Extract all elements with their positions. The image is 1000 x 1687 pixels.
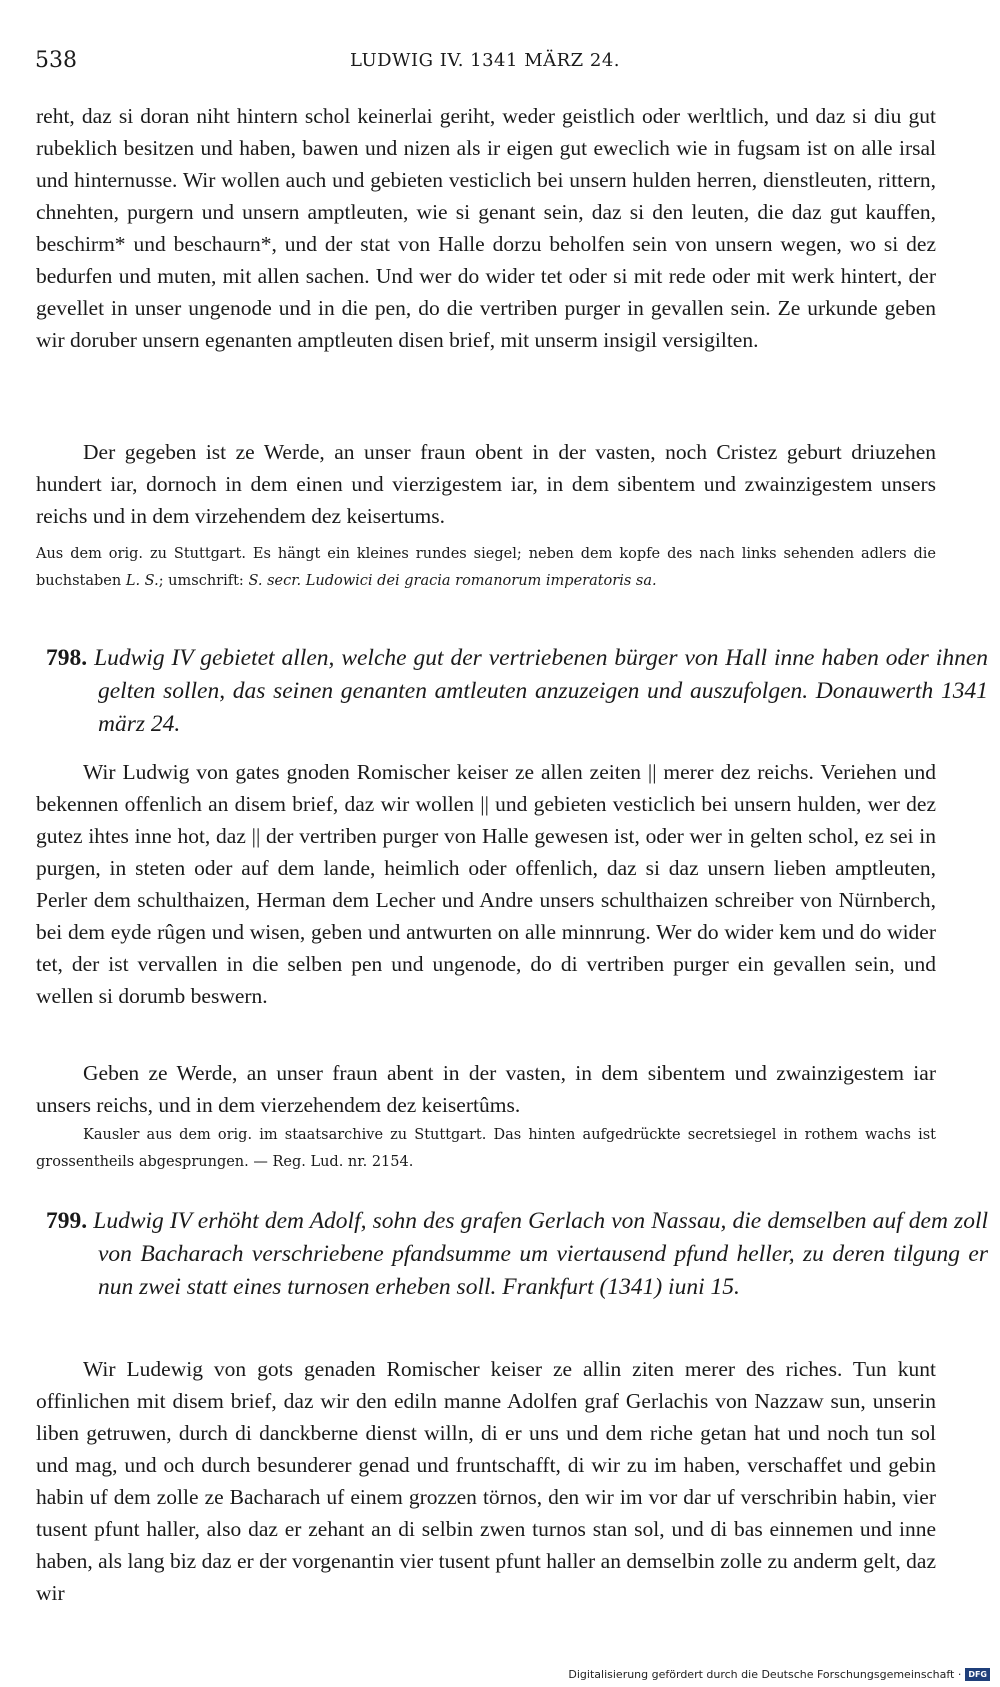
- credit-text: Digitalisierung gefördert durch die Deutsche Forschungsgemeinschaft ·: [568, 1668, 962, 1681]
- regest-798: [46, 642, 988, 741]
- continuation-section: [36, 100, 936, 356]
- doc-798-text: Wir Ludwig von gates gnoden Romischer keiser ze allen zeiten || merer dez reichs. Veriehen und bekennen offenlich an disem brief, daz wir wollen || und gebieten vesticlich bei unsern hulden, wer dez gutez ihtes inne hot, daz || der vertriben purger von Halle gewesen ist, oder wer in gelten schol, ez sei in purgen, in steten oder auf dem lande, heimlich oder offenlich, daz si daz unsern lieben amptleuten, Perler dem schulthaizen, Herman dem Lecher und Andre unsers schulthaizen schreiber von Nürnberch, bei dem eyde rûgen und wisen, geben und antwurten on alle minnrung. Wer do wider kem und do wider tet, der ist vervallen in die selben pen und ungenode, do di vertriben purger ein gevallen sein, und wellen si dorumb beswern.: [36, 760, 936, 1008]
- continuation-note: [36, 541, 936, 595]
- regest-799: [46, 1205, 988, 1304]
- digitization-credit: [568, 1668, 990, 1681]
- continuation-note-section: [36, 541, 936, 595]
- doc-798-note: Kausler aus dem orig. im staatsarchive zu Stuttgart. Das hinten aufgedrückte secretsiegel in rothem wachs ist grossentheils abgesprungen. — Reg. Lud. nr. 2154.: [36, 1127, 936, 1170]
- note-italic-legend: S. secr. Ludowici dei gracia romanorum imperatoris sa.: [248, 573, 657, 589]
- continuation-dating: Der gegeben ist ze Werde, an unser fraun obent in der vasten, noch Cristez geburt driuzehen hundert iar, dornoch in dem einen und vierzigestem iar, in dem sibentem und zwainzigestem unsers reichs und in dem virzehendem dez keisertums.: [36, 440, 936, 528]
- doc-798-note-section: [36, 1122, 936, 1176]
- doc-799-text: Wir Ludewig von gots genaden Romischer keiser ze allin ziten merer des riches. Tun kunt offinlichen mit disem brief, daz wir den ediln manne Adolfen graf Gerlachis von Nazzaw sun, unserin liben getruwen, durch di danckberne dienst willn, di er uns und dem riche getan hat und noch tun sol und mag, und och durch besunderer genad und fruntschafft, di wir zu im haben, verschaffet und gebin habin uf dem zolle ze Bacharach uf einem grozzen törnos, den wir im vor dar uf verschribin habin, vier tusent pfunt haller, also daz er zehant an di selbin zwen turnos stan sol, und di bas einnemen und inne haben, als lang biz daz er der vorgenantin vier tusent pfunt haller an demselbin zolle zu anderm gelt, daz wir: [36, 1357, 936, 1605]
- continuation-dating-section: [36, 436, 936, 532]
- note-text-part-1: Aus dem orig. zu Stuttgart. Es hängt ein kleines rundes siegel; neben dem kopfe des nach links sehenden adlers die buchstaben: [36, 546, 936, 589]
- regest-799-text: Ludwig IV erhöht dem Adolf, sohn des grafen Gerlach von Nassau, die demselben auf dem zoll von Bacharach verschriebene pfandsumme um viertausend pfund heller, zu deren tilgung er nun zwei statt eines turnosen erheben soll. Frankfurt (1341) iuni 15.: [93, 1208, 989, 1300]
- dfg-logo-icon: DFG: [965, 1668, 990, 1681]
- doc-798-text-section: [36, 756, 936, 1012]
- doc-799-text-section: [36, 1353, 936, 1609]
- doc-798-dating: Geben ze Werde, an unser fraun abent in der vasten, in dem sibentem und zwainzigestem iar unsers reichs, und in dem vierzehendem dez keisertûms.: [36, 1061, 936, 1117]
- document-number-799: 799.: [46, 1208, 88, 1234]
- running-head: LUDWIG IV. 1341 MÄRZ 24.: [349, 50, 621, 71]
- continuation-text: reht, daz si doran niht hintern schol keinerlai geriht, weder geistlich oder werltlich, und daz si diu gut rubeklich besitzen und haben, bawen und nizen als ir eigen gut eweclich wie in fugsam ist on alle irsal und hinternusse. Wir wollen auch und gebieten vesticlich bei unsern hulden herren, dienstleuten, rittern, chnehten, purgern und unsern amptleuten, wie si genant sein, daz si den leuten, die daz gut kauffen, beschirm* und beschaurn*, und der stat von Halle dorzu beholfen sein von unsern wegen, wo si dez bedurfen und muten, mit allen sachen. Und wer do wider tet oder si mit rede oder mit werk hintert, der gevellet in unser ungenode und in die pen, do die vertriben purger in gevallen sein. Ze urkunde geben wir doruber unsern egenanten amptleuten disen brief, mit unserm insigil versigilten.: [36, 104, 936, 352]
- regest-798-text: Ludwig IV gebietet allen, welche gut der vertriebenen bürger von Hall inne haben oder ihnen gelten sollen, das seinen genanten amtleuten anzuzeigen und auszufolgen. Donauwerth 1341 märz 24.: [94, 645, 988, 737]
- page-number: 538: [35, 48, 77, 73]
- note-text-part-2: ; umschrift:: [158, 573, 249, 589]
- document-number-798: 798.: [46, 645, 88, 671]
- doc-798-dating-section: [36, 1057, 936, 1121]
- note-italic-ls: L. S.: [125, 573, 159, 589]
- page-header: [35, 48, 935, 78]
